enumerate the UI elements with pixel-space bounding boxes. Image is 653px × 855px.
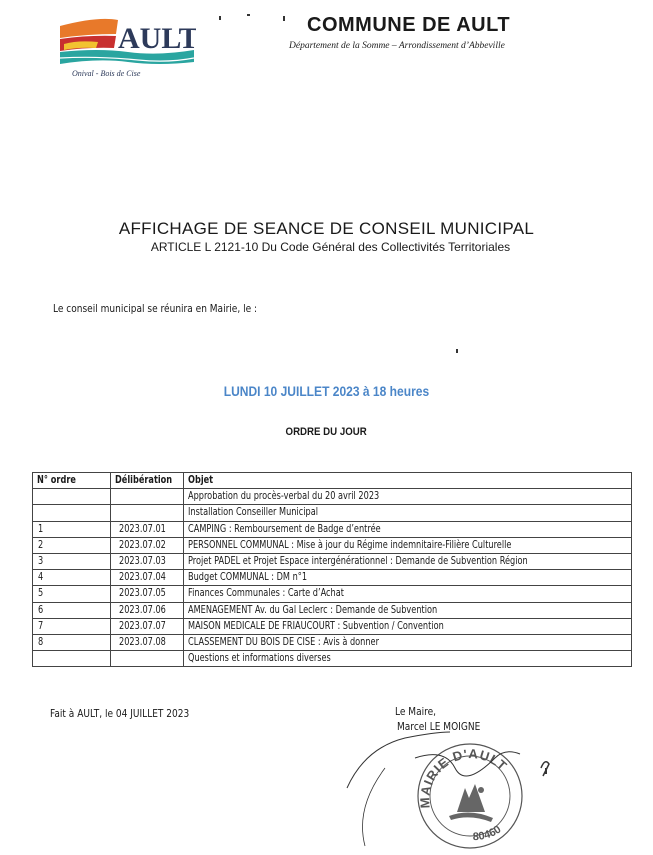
cell-deliberation: 2023.07.08 (111, 634, 184, 650)
table-row (33, 570, 632, 586)
cell-num: 1 (33, 521, 111, 537)
cell-deliberation: 2023.07.05 (111, 586, 184, 602)
cell-objet: Budget COMMUNAL : DM n°1 (184, 570, 632, 586)
cell-num (33, 505, 111, 521)
agenda-heading-text: ORDRE DU JOUR (285, 426, 368, 438)
agenda-table (32, 472, 632, 667)
place-date: Fait à AULT, le 04 JUILLET 2023 (50, 707, 190, 720)
cell-deliberation: 2023.07.02 (111, 537, 184, 553)
cell-num: 3 (33, 553, 111, 569)
table-row (33, 537, 632, 553)
cell-num: 6 (33, 602, 111, 618)
cell-num: 2 (33, 537, 111, 553)
cell-objet: Finances Communales : Carte d’Achat (184, 586, 632, 602)
cell-objet: Questions et informations diverses (184, 651, 632, 667)
cell-num: 5 (33, 586, 111, 602)
table-row (33, 553, 632, 569)
cell-deliberation (111, 489, 184, 505)
logo-subtitle: Onival - Bois de Cise (72, 69, 141, 78)
table-row (33, 634, 632, 650)
cell-deliberation: 2023.07.03 (111, 553, 184, 569)
table-header-row (33, 473, 632, 489)
cell-num (33, 489, 111, 505)
header-num: N° ordre (33, 473, 111, 489)
cell-deliberation: 2023.07.04 (111, 570, 184, 586)
cell-deliberation (111, 505, 184, 521)
stamp-top-text: MAIRIE D'AULT (417, 746, 511, 809)
cell-objet: CLASSEMENT DU BOIS DE CISE : Avis à donner (184, 634, 632, 650)
header-objet: Objet (184, 473, 632, 489)
commune-logo (58, 14, 196, 84)
cell-objet: Projet PADEL et Projet Espace intergénérationnel : Demande de Subvention Région (184, 553, 632, 569)
table-row (33, 602, 632, 618)
signer-role: Le Maire, (395, 705, 437, 718)
department-line: Département de la Somme – Arrondissement d’Abbeville (289, 41, 505, 51)
cell-deliberation: 2023.07.01 (111, 521, 184, 537)
svg-text:80460 (473, 823, 504, 843)
cell-deliberation: 2023.07.06 (111, 602, 184, 618)
cell-num: 8 (33, 634, 111, 650)
meeting-date (0, 383, 653, 399)
intro-text: Le conseil municipal se réunira en Mairie, le : (53, 302, 258, 315)
table-row (33, 651, 632, 667)
meeting-date-text: LUNDI 10 JUILLET 2023 à 18 heures (223, 383, 430, 399)
table-row (33, 505, 632, 521)
stamp-emblem-icon (449, 784, 493, 822)
cell-objet: AMENAGEMENT Av. du Gal Leclerc : Demande de Subvention (184, 602, 632, 618)
cell-objet: Installation Conseiller Municipal (184, 505, 632, 521)
logo-graphic (58, 14, 196, 70)
cell-objet: CAMPING : Remboursement de Badge d’entrée (184, 521, 632, 537)
cell-num: 4 (33, 570, 111, 586)
cell-objet: MAISON MEDICALE DE FRIAUCOURT : Subvention / Convention (184, 618, 632, 634)
header-deliberation: Délibération (111, 473, 184, 489)
logo-name: AULT (118, 22, 196, 55)
table-row (33, 586, 632, 602)
cell-deliberation (111, 651, 184, 667)
document-subtitle: ARTICLE L 2121-10 Du Code Général des Collectivités Territoriales (150, 240, 511, 254)
cell-num: 7 (33, 618, 111, 634)
cell-num (33, 651, 111, 667)
mairie-stamp (345, 728, 555, 853)
document-title: AFFICHAGE DE SEANCE DE CONSEIL MUNICIPAL (118, 219, 535, 238)
table-row (33, 489, 632, 505)
agenda-heading (0, 426, 653, 438)
cell-objet: PERSONNEL COMMUNAL : Mise à jour du Régime indemnitaire-Filière Culturelle (184, 537, 632, 553)
signer-name: Marcel LE MOIGNE (397, 720, 481, 733)
commune-name: COMMUNE DE AULT (307, 14, 511, 36)
table-row (33, 618, 632, 634)
cell-deliberation: 2023.07.07 (111, 618, 184, 634)
cell-objet: Approbation du procès-verbal du 20 avril 2023 (184, 489, 632, 505)
table-row (33, 521, 632, 537)
stamp-postcode: 80460 (472, 823, 504, 844)
